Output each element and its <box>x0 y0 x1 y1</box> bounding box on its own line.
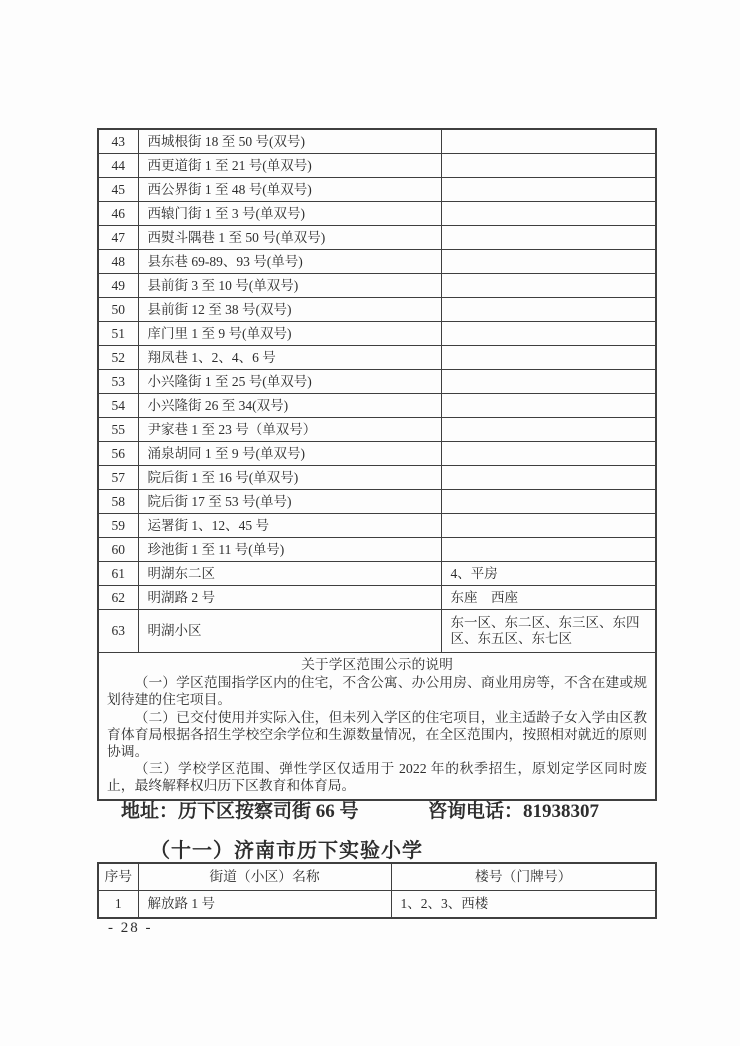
table-row <box>98 322 656 346</box>
table-row <box>98 394 656 418</box>
contact-address: 地址：历下区按察司街 66 号 <box>121 801 359 822</box>
cell-buildings <box>441 346 656 370</box>
cell-no: 43 <box>98 129 138 154</box>
cell-buildings: 1、2、3、西楼 <box>391 891 656 919</box>
cell-street: 明湖小区 <box>138 610 441 653</box>
lixia-experimental-table <box>97 862 657 919</box>
cell-no: 56 <box>98 442 138 466</box>
cell-street: 县前街 3 至 10 号(单双号) <box>138 274 441 298</box>
cell-no: 53 <box>98 370 138 394</box>
cell-no: 46 <box>98 202 138 226</box>
cell-no: 51 <box>98 322 138 346</box>
table-row <box>98 298 656 322</box>
cell-buildings <box>441 129 656 154</box>
cell-street: 院后街 17 至 53 号(单号) <box>138 490 441 514</box>
cell-buildings <box>441 226 656 250</box>
cell-street: 明湖东二区 <box>138 562 441 586</box>
cell-street: 庠门里 1 至 9 号(单双号) <box>138 322 441 346</box>
cell-buildings <box>441 418 656 442</box>
table-row <box>98 178 656 202</box>
cell-no: 1 <box>98 891 138 919</box>
cell-street: 解放路 1 号 <box>138 891 391 919</box>
cell-no: 63 <box>98 610 138 653</box>
notes-paragraph-2: （二）已交付使用并实际入住，但未列入学区的住宅项目，业主适龄子女入学由区教育体育局根据各招生学校空余学位和生源数量情况，在全区范围内，按照相对就近的原则协调。 <box>107 709 647 760</box>
cell-no: 44 <box>98 154 138 178</box>
header-street: 街道（小区）名称 <box>138 863 391 891</box>
cell-buildings <box>441 322 656 346</box>
cell-buildings <box>441 442 656 466</box>
cell-street: 县东巷 69-89、93 号(单号) <box>138 250 441 274</box>
cell-street: 西辕门街 1 至 3 号(单双号) <box>138 202 441 226</box>
cell-no: 59 <box>98 514 138 538</box>
cell-no: 61 <box>98 562 138 586</box>
cell-buildings <box>441 178 656 202</box>
cell-buildings <box>441 538 656 562</box>
cell-buildings <box>441 202 656 226</box>
section-table-body <box>98 891 656 919</box>
table-row <box>98 562 656 586</box>
cell-street: 尹家巷 1 至 23 号（单双号） <box>138 418 441 442</box>
cell-buildings <box>441 250 656 274</box>
cell-buildings: 东座 西座 <box>441 586 656 610</box>
district-notes-body <box>98 653 656 800</box>
contact-phone: 咨询电话：81938307 <box>428 801 600 822</box>
table-row <box>98 226 656 250</box>
cell-no: 52 <box>98 346 138 370</box>
cell-no: 47 <box>98 226 138 250</box>
table-row <box>98 514 656 538</box>
cell-buildings <box>441 394 656 418</box>
table-row <box>98 154 656 178</box>
table-row <box>98 442 656 466</box>
cell-buildings: 4、平房 <box>441 562 656 586</box>
notes-paragraph-1: （一）学区范围指学区内的住宅，不含公寓、办公用房、商业用房等，不含在建或规划待建的住宅项目。 <box>107 675 647 708</box>
cell-street: 翔凤巷 1、2、4、6 号 <box>138 346 441 370</box>
cell-street: 涌泉胡同 1 至 9 号(单双号) <box>138 442 441 466</box>
page-number: - 28 - <box>108 920 153 936</box>
table-row <box>98 610 656 653</box>
cell-no: 62 <box>98 586 138 610</box>
table-row <box>98 490 656 514</box>
section-table-head <box>98 863 656 891</box>
cell-buildings <box>441 514 656 538</box>
table-row <box>98 346 656 370</box>
cell-street: 西公界街 1 至 48 号(单双号) <box>138 178 441 202</box>
cell-buildings <box>441 370 656 394</box>
cell-no: 60 <box>98 538 138 562</box>
cell-buildings <box>441 274 656 298</box>
cell-street: 小兴隆街 26 至 34(双号) <box>138 394 441 418</box>
notes-row <box>98 653 656 800</box>
section-heading: （十一）济南市历下实验小学 <box>150 840 423 862</box>
cell-street: 西更道街 1 至 21 号(单双号) <box>138 154 441 178</box>
header-buildings: 楼号（门牌号） <box>391 863 656 891</box>
table-row <box>98 586 656 610</box>
header-no: 序号 <box>98 863 138 891</box>
cell-no: 57 <box>98 466 138 490</box>
table-row <box>98 891 656 919</box>
table-row <box>98 370 656 394</box>
cell-street: 明湖路 2 号 <box>138 586 441 610</box>
table-row <box>98 274 656 298</box>
cell-street: 运署街 1、12、45 号 <box>138 514 441 538</box>
cell-street: 西城根街 18 至 50 号(双号) <box>138 129 441 154</box>
cell-no: 55 <box>98 418 138 442</box>
cell-no: 49 <box>98 274 138 298</box>
cell-street: 院后街 1 至 16 号(单双号) <box>138 466 441 490</box>
cell-buildings <box>441 154 656 178</box>
cell-buildings <box>441 298 656 322</box>
table-row <box>98 418 656 442</box>
cell-no: 48 <box>98 250 138 274</box>
notes-cell <box>98 653 656 800</box>
cell-street: 珍池街 1 至 11 号(单号) <box>138 538 441 562</box>
table-row <box>98 466 656 490</box>
contact-line <box>97 796 655 822</box>
cell-no: 54 <box>98 394 138 418</box>
cell-no: 58 <box>98 490 138 514</box>
table-row <box>98 250 656 274</box>
table-row <box>98 129 656 154</box>
cell-buildings <box>441 466 656 490</box>
cell-buildings: 东一区、东二区、东三区、东四区、东五区、东七区 <box>441 610 656 653</box>
table-row <box>98 202 656 226</box>
school-district-table <box>97 128 657 801</box>
cell-no: 45 <box>98 178 138 202</box>
cell-buildings <box>441 490 656 514</box>
notes-paragraph-3: （三）学校学区范围、弹性学区仅适用于 2022 年的秋季招生，原划定学区同时废止，最终解释权归历下区教育和体育局。 <box>107 761 647 794</box>
cell-street: 县前街 12 至 38 号(双号) <box>138 298 441 322</box>
district-table-body <box>98 129 656 653</box>
header-row <box>98 863 656 891</box>
cell-no: 50 <box>98 298 138 322</box>
notes-title: 关于学区范围公示的说明 <box>301 657 453 672</box>
cell-street: 小兴隆街 1 至 25 号(单双号) <box>138 370 441 394</box>
cell-street: 西熨斗隅巷 1 至 50 号(单双号) <box>138 226 441 250</box>
table-row <box>98 538 656 562</box>
